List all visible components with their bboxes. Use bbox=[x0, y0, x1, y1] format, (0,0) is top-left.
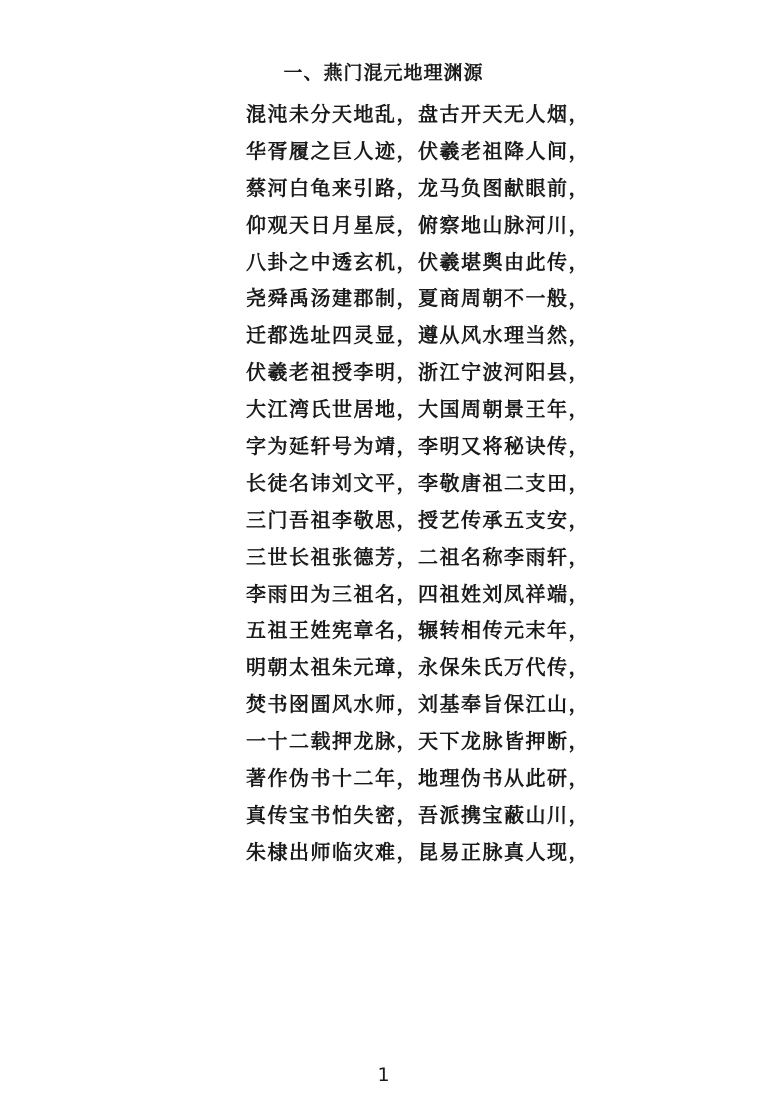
poem-line: 尧舜禹汤建郡制，夏商周朝不一般， bbox=[246, 286, 590, 311]
page-number: 1 bbox=[377, 1064, 390, 1086]
poem-line: 蔡河白龟来引路，龙马负图献眼前， bbox=[246, 175, 590, 200]
poem-line: 著作伪书十二年，地理伪书从此研， bbox=[246, 766, 590, 791]
poem-line: 大江湾氏世居地，大国周朝景王年， bbox=[246, 397, 590, 422]
poem-line: 混沌未分天地乱，盘古开天无人烟， bbox=[246, 102, 590, 126]
poem-line: 焚书囹圄风水师，刘基奉旨保江山， bbox=[246, 692, 590, 717]
poem-line: 华胥履之巨人迹，伏羲老祖降人间， bbox=[246, 138, 590, 163]
poem-line: 迁都选址四灵显，遵从风水理当然， bbox=[246, 323, 590, 348]
poem-body bbox=[246, 96, 590, 871]
poem-line: 字为延轩号为靖，李明又将秘诀传， bbox=[246, 434, 590, 459]
poem-line: 长徒名讳刘文平，李敬唐祖二支田， bbox=[246, 470, 590, 495]
poem-line: 真传宝书怕失密，吾派携宝蔽山川， bbox=[246, 802, 590, 827]
poem-line: 李雨田为三祖名，四祖姓刘凤祥端， bbox=[246, 581, 590, 606]
page-title: 一、燕门混元地理渊源 bbox=[283, 62, 484, 84]
poem-line: 三世长祖张德芳，二祖名称李雨轩， bbox=[246, 544, 590, 569]
poem-line: 八卦之中透玄机，伏羲堪舆由此传， bbox=[246, 249, 590, 274]
poem-line: 五祖王姓宪章名，辗转相传元末年， bbox=[246, 618, 590, 643]
poem-line: 朱棣出师临灾难，昆易正脉真人现， bbox=[246, 839, 590, 864]
poem-line: 三门吾祖李敬思，授艺传承五支安， bbox=[246, 507, 590, 532]
poem-line: 明朝太祖朱元璋，永保朱氏万代传， bbox=[246, 655, 590, 680]
poem-line: 伏羲老祖授李明，浙江宁波河阳县， bbox=[246, 360, 590, 385]
poem-line: 一十二载押龙脉，天下龙脉皆押断， bbox=[246, 729, 590, 754]
poem-line: 仰观天日月星辰，俯察地山脉河川， bbox=[246, 212, 590, 237]
